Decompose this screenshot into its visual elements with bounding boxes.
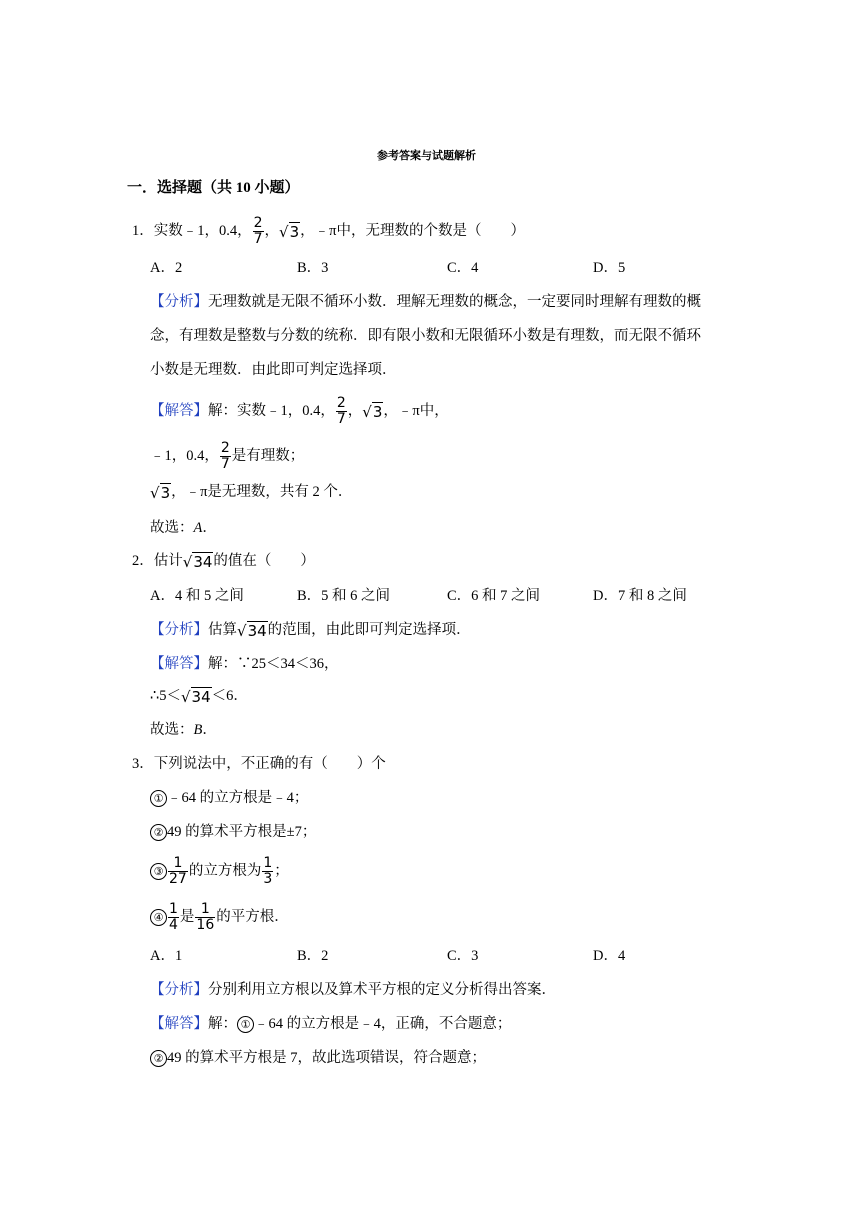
option-b: B．3 xyxy=(297,260,329,276)
answer-line: 【解答】解： ① ﹣64 的立方根是﹣4，正确，不合题意； xyxy=(150,1016,512,1032)
sqrt: √34 xyxy=(182,552,213,571)
circled-number: ② xyxy=(150,1050,167,1067)
statement-3: ③ $\frac{1}{27}$ 的立方根为 $\frac{1}{3}$ ； xyxy=(150,856,289,887)
question-number: 3． xyxy=(132,756,154,772)
option-d: D．4 xyxy=(593,948,626,964)
answer-line: ∴5＜√34＜6． xyxy=(150,687,248,706)
answer-line: √3，﹣π是无理数，共有 2 个． xyxy=(150,483,353,502)
option-b: B．2 xyxy=(297,948,329,964)
analysis-line: 念，有理数是整数与分数的统称．即有限小数和无限循环小数是有理数，而无限不循环 xyxy=(150,328,701,344)
answer-tag: 【解答】 xyxy=(150,1016,208,1032)
circled-number: ① xyxy=(237,1016,254,1033)
answer-line: ② 49 的算术平方根是 7，故此选项错误，符合题意； xyxy=(150,1048,486,1068)
fraction: $\frac{2}{7}$ xyxy=(336,395,346,427)
section-heading: 一．选择题（共 10 小题） xyxy=(127,180,300,196)
analysis-line: 小数是无理数．由此即可判定选择项． xyxy=(150,362,397,378)
option-a: A．2 xyxy=(150,260,183,276)
question-1-stem: 1．实数﹣1，0.4， $\frac{2}{7}$ ，√3，﹣π中，无理数的个数是（ ） xyxy=(132,215,525,247)
option-c: C．3 xyxy=(447,948,479,964)
page-title: 参考答案与试题解析 xyxy=(377,150,476,162)
option-d: D．7 和 8 之间 xyxy=(593,588,687,604)
circled-number: ① xyxy=(150,790,167,807)
option-d: D．5 xyxy=(593,260,626,276)
statement-4: ④ $\frac{1}{4}$ 是 $\frac{1}{16}$ 的平方根． xyxy=(150,902,289,933)
fraction: $\frac{1}{27}$ xyxy=(169,855,187,887)
choice-line: 故选：A． xyxy=(150,520,217,536)
question-number: 2． xyxy=(132,553,154,569)
sqrt: √3 xyxy=(362,402,383,421)
circled-number: ③ xyxy=(150,863,167,880)
answer-tag: 【解答】 xyxy=(150,656,208,672)
statement-1: ① ﹣64 的立方根是﹣4； xyxy=(150,788,308,808)
fraction: $\frac{1}{16}$ xyxy=(196,901,215,933)
analysis-tag: 【分析】 xyxy=(150,622,208,638)
fraction: $\frac{2}{7}$ xyxy=(220,440,230,472)
analysis-tag: 【分析】 xyxy=(150,294,208,310)
option-a: A．1 xyxy=(150,948,183,964)
analysis-tag: 【分析】 xyxy=(150,982,208,998)
answer-line: 【解答】解：实数﹣1，0.4， $\frac{2}{7}$ ，√3，﹣π中， xyxy=(150,395,449,427)
answer-line: ﹣1，0.4， $\frac{2}{7}$ 是有理数； xyxy=(150,440,305,472)
option-c: C．4 xyxy=(447,260,479,276)
sqrt: √34 xyxy=(237,621,267,640)
fraction: $\frac{1}{4}$ xyxy=(169,901,178,933)
answer-line: 【解答】解：∵25＜34＜36， xyxy=(150,656,339,672)
answer-tag: 【解答】 xyxy=(150,402,208,419)
statement-2: ② 49 的算术平方根是±7； xyxy=(150,822,316,842)
option-b: B．5 和 6 之间 xyxy=(297,588,391,604)
sqrt: √34 xyxy=(180,687,211,706)
question-2-stem: 2．估计√34的值在（ ） xyxy=(132,552,315,571)
question-3-stem: 3．下列说法中，不正确的有（ ）个 xyxy=(132,756,386,772)
option-a: A．4 和 5 之间 xyxy=(150,588,244,604)
circled-number: ② xyxy=(150,824,167,841)
circled-number: ④ xyxy=(150,909,167,926)
option-c: C．6 和 7 之间 xyxy=(447,588,541,604)
question-number: 1． xyxy=(132,222,154,239)
fraction: $\frac{1}{3}$ xyxy=(263,855,273,887)
analysis-line: 【分析】估算√34的范围，由此即可判定选择项． xyxy=(150,621,471,640)
fraction: $\frac{2}{7}$ xyxy=(253,215,263,247)
analysis-line: 【分析】分别利用立方根以及算术平方根的定义分析得出答案． xyxy=(150,982,556,998)
sqrt: √3 xyxy=(150,483,171,502)
analysis-line: 【分析】无理数就是无限不循环小数．理解无理数的概念，一定要同时理解有理数的概 xyxy=(150,294,701,310)
choice-line: 故选：B． xyxy=(150,722,217,738)
sqrt: √3 xyxy=(279,222,300,241)
